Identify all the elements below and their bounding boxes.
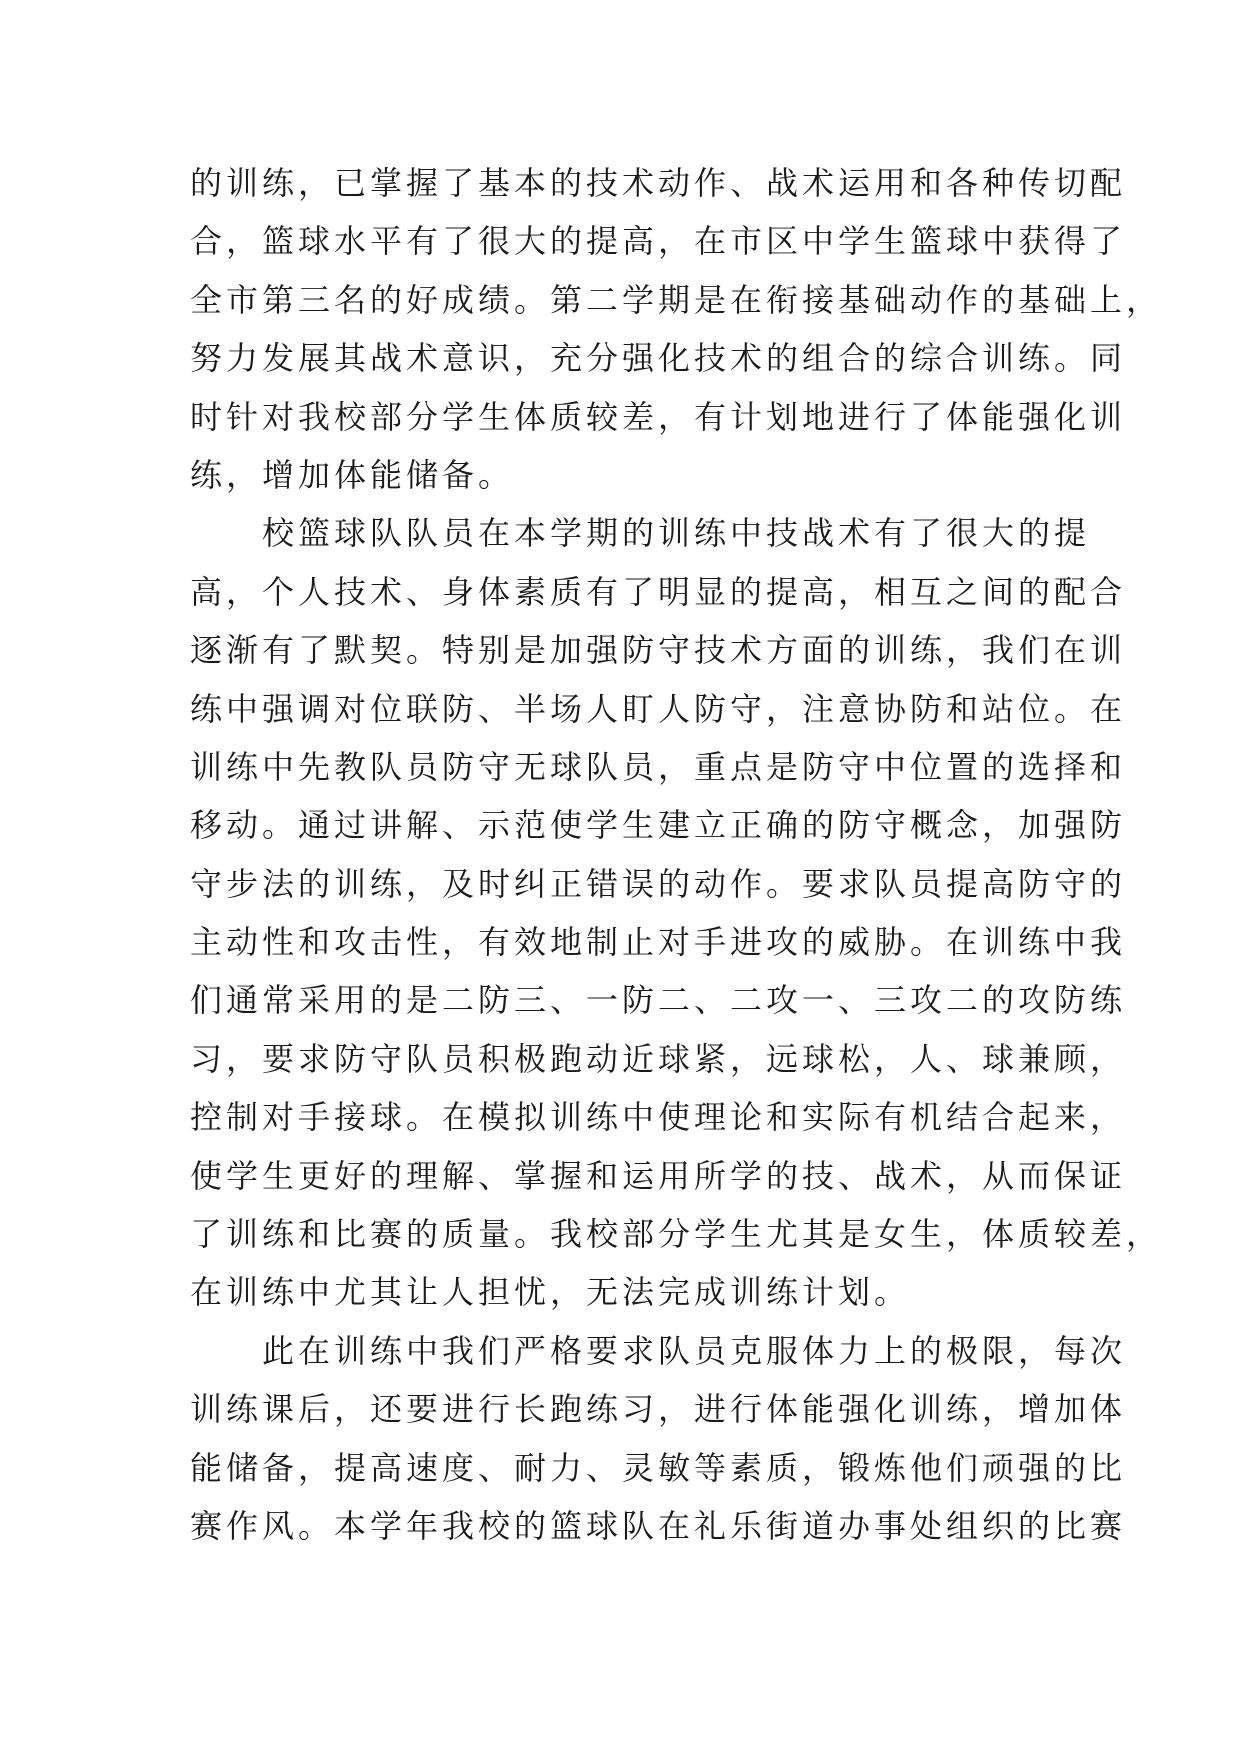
- text-line: 守步法的训练，及时纠正错误的动作。要求队员提高防守的: [190, 864, 1127, 903]
- text-line: 训练中先教队员防守无球队员，重点是防守中位置的选择和: [190, 747, 1127, 786]
- text-line: 全市第三名的好成绩。第二学期是在衔接基础动作的基础上，: [190, 280, 1163, 319]
- text-line: 使学生更好的理解、掌握和运用所学的技、战术，从而保证: [190, 1156, 1127, 1195]
- text-line: 移动。通过讲解、示范使学生建立正确的防守概念，加强防: [190, 806, 1127, 845]
- text-line: 此在训练中我们严格要求队员克服体力上的极限，每次: [190, 1331, 1127, 1370]
- text-line: 时针对我校部分学生体质较差，有计划地进行了体能强化训: [190, 397, 1127, 436]
- body-text: [190, 154, 1163, 1555]
- text-line: 努力发展其战术意识，充分强化技术的组合的综合训练。同: [190, 339, 1127, 378]
- text-line: 赛作风。本学年我校的篮球队在礼乐街道办事处组织的比赛: [190, 1506, 1127, 1545]
- text-line: 能储备，提高速度、耐力、灵敏等素质，锻炼他们顽强的比: [190, 1448, 1127, 1487]
- text-line: 训练课后，还要进行长跑练习，进行体能强化训练，增加体: [190, 1390, 1127, 1429]
- text-line: 习，要求防守队员积极跑动近球紧，远球松，人、球兼顾，: [190, 1039, 1127, 1078]
- text-line: 练中强调对位联防、半场人盯人防守，注意协防和站位。在: [190, 689, 1127, 728]
- text-line: 控制对手接球。在模拟训练中使理论和实际有机结合起来，: [190, 1098, 1127, 1137]
- text-line: 在训练中尤其让人担忧，无法完成训练计划。: [190, 1273, 911, 1312]
- text-line: 了训练和比赛的质量。我校部分学生尤其是女生，体质较差，: [190, 1215, 1163, 1254]
- text-line: 的训练，已掌握了基本的技术动作、战术运用和各种传切配: [190, 164, 1127, 202]
- text-line: 们通常采用的是二防三、一防二、二攻一、三攻二的攻防练: [190, 981, 1127, 1020]
- text-line: 合，篮球水平有了很大的提高，在市区中学生篮球中获得了: [190, 222, 1127, 261]
- text-line: 练，增加体能储备。: [190, 455, 515, 494]
- text-line: 逐渐有了默契。特别是加强防守技术方面的训练，我们在训: [190, 631, 1127, 670]
- text-line: 主动性和攻击性，有效地制止对手进攻的威胁。在训练中我: [190, 923, 1127, 962]
- text-line: 高，个人技术、身体素质有了明显的提高，相互之间的配合: [190, 572, 1127, 611]
- text-line: 校篮球队队员在本学期的训练中技战术有了很大的提: [190, 514, 1091, 553]
